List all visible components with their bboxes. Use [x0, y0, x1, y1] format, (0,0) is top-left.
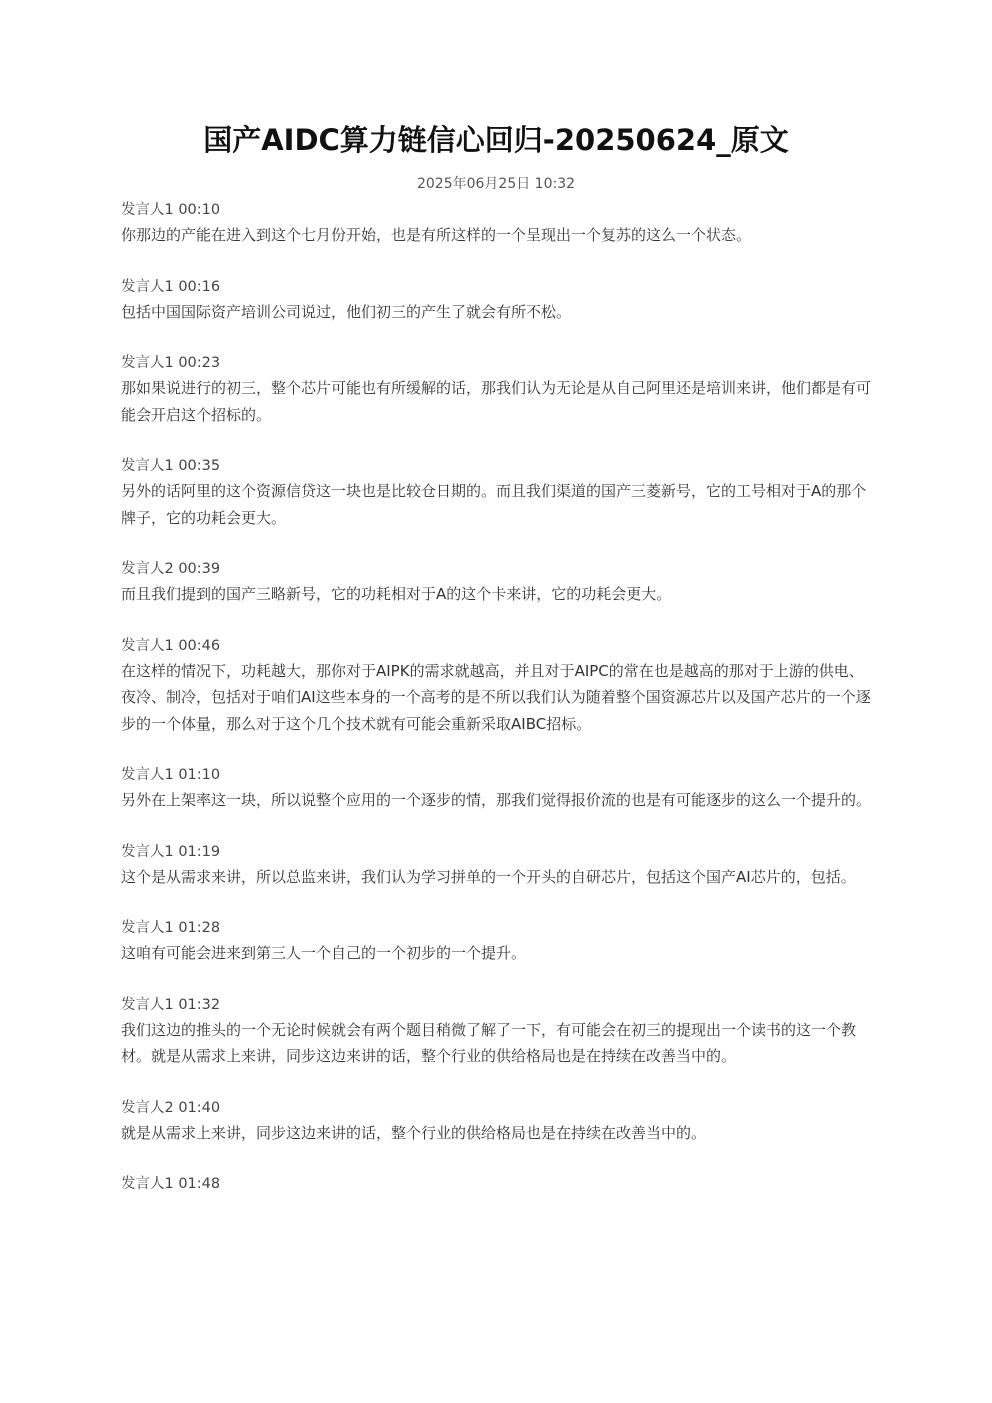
document-date: 2025年06月25日 10:32	[416, 176, 576, 192]
speaker-timestamp: 发言人1 00:10	[121, 202, 221, 218]
transcript-entry	[121, 634, 873, 738]
transcript-entry	[121, 1172, 873, 1196]
utterance-text: 这个是从需求来讲，所以总监来讲，我们认为学习拼单的一个开头的自研芯片，包括这个国产AI芯片的，包括。	[121, 867, 856, 886]
speaker-timestamp: 发言人1 00:23	[121, 355, 221, 371]
transcript	[121, 198, 873, 1222]
speaker-timestamp: 发言人1 01:19	[121, 843, 221, 860]
transcript-entry	[121, 198, 873, 249]
speaker-timestamp: 发言人1 00:35	[121, 458, 221, 474]
transcript-entry	[121, 1096, 873, 1147]
transcript-entry	[121, 454, 873, 531]
speaker-timestamp: 发言人1 01:10	[121, 767, 221, 783]
document-title: 国产AIDC算力链信心回归-20250624_原文	[203, 123, 789, 157]
utterance-text: 你那边的产能在进入到这个七月份开始，也是有所这样的一个呈现出一个复苏的这么一个状态。	[121, 226, 752, 244]
transcript-entry	[121, 993, 873, 1070]
speaker-timestamp: 发言人1 00:46	[121, 637, 221, 654]
transcript-entry	[121, 840, 873, 891]
transcript-entry	[121, 763, 873, 814]
utterance-text: 就是从需求上来讲，同步这边来讲的话，整个行业的供给格局也是在持续在改善当中的。	[121, 1123, 707, 1142]
speaker-timestamp: 发言人2 00:39	[121, 561, 221, 577]
utterance-text: 在这样的情况下，功耗越大，那你对于AIPK的需求就越高，并且对于AIPC的常在也是越高的那对于上游的供电、夜冷、制冷，包括对于咱们AI这些本身的一个高考的是不所以我们认为随着整个国资源芯片以及国产芯片的一个逐步的一个体量，那么对于这个几个技术就有可能会重新采取AIBC招标。	[121, 661, 871, 733]
speaker-timestamp: 发言人1 00:16	[121, 278, 221, 295]
utterance-text: 另外在上架率这一块，所以说整个应用的一个逐步的情，那我们觉得报价流的也是有可能逐步的这么一个提升的。	[121, 791, 872, 809]
transcript-entry	[121, 351, 873, 428]
utterance-text: 另外的话阿里的这个资源信贷这一块也是比较仓日期的。而且我们渠道的国产三菱新号，它的工号相对于A的那个牌子，它的功耗会更大。	[121, 482, 867, 527]
utterance-text: 那如果说进行的初三，整个芯片可能也有所缓解的话，那我们认为无论是从自己阿里还是培训来讲，他们都是有可能会开启这个招标的。	[121, 379, 872, 424]
speaker-timestamp: 发言人2 01:40	[121, 1099, 221, 1116]
utterance-text: 包括中国国际资产培训公司说过，他们初三的产生了就会有所不松。	[121, 302, 572, 321]
speaker-timestamp: 发言人1 01:48	[121, 1176, 221, 1192]
utterance-text: 这咱有可能会进来到第三人一个自己的一个初步的一个提升。	[121, 944, 527, 962]
transcript-entry	[121, 557, 873, 608]
transcript-entry	[121, 275, 873, 326]
transcript-entry	[121, 916, 873, 967]
speaker-timestamp: 发言人1 01:28	[121, 920, 221, 936]
utterance-text: 我们这边的推头的一个无论时候就会有两个题目稍微了解了一下，有可能会在初三的提现出一个读书的这一个教材。就是从需求上来讲，同步这边来讲的话，整个行业的供给格局也是在持续在改善当中的。	[121, 1020, 857, 1065]
utterance-text: 而且我们提到的国产三略新号，它的功耗相对于A的这个卡来讲，它的功耗会更大。	[121, 585, 672, 603]
speaker-timestamp: 发言人1 01:32	[121, 996, 221, 1013]
